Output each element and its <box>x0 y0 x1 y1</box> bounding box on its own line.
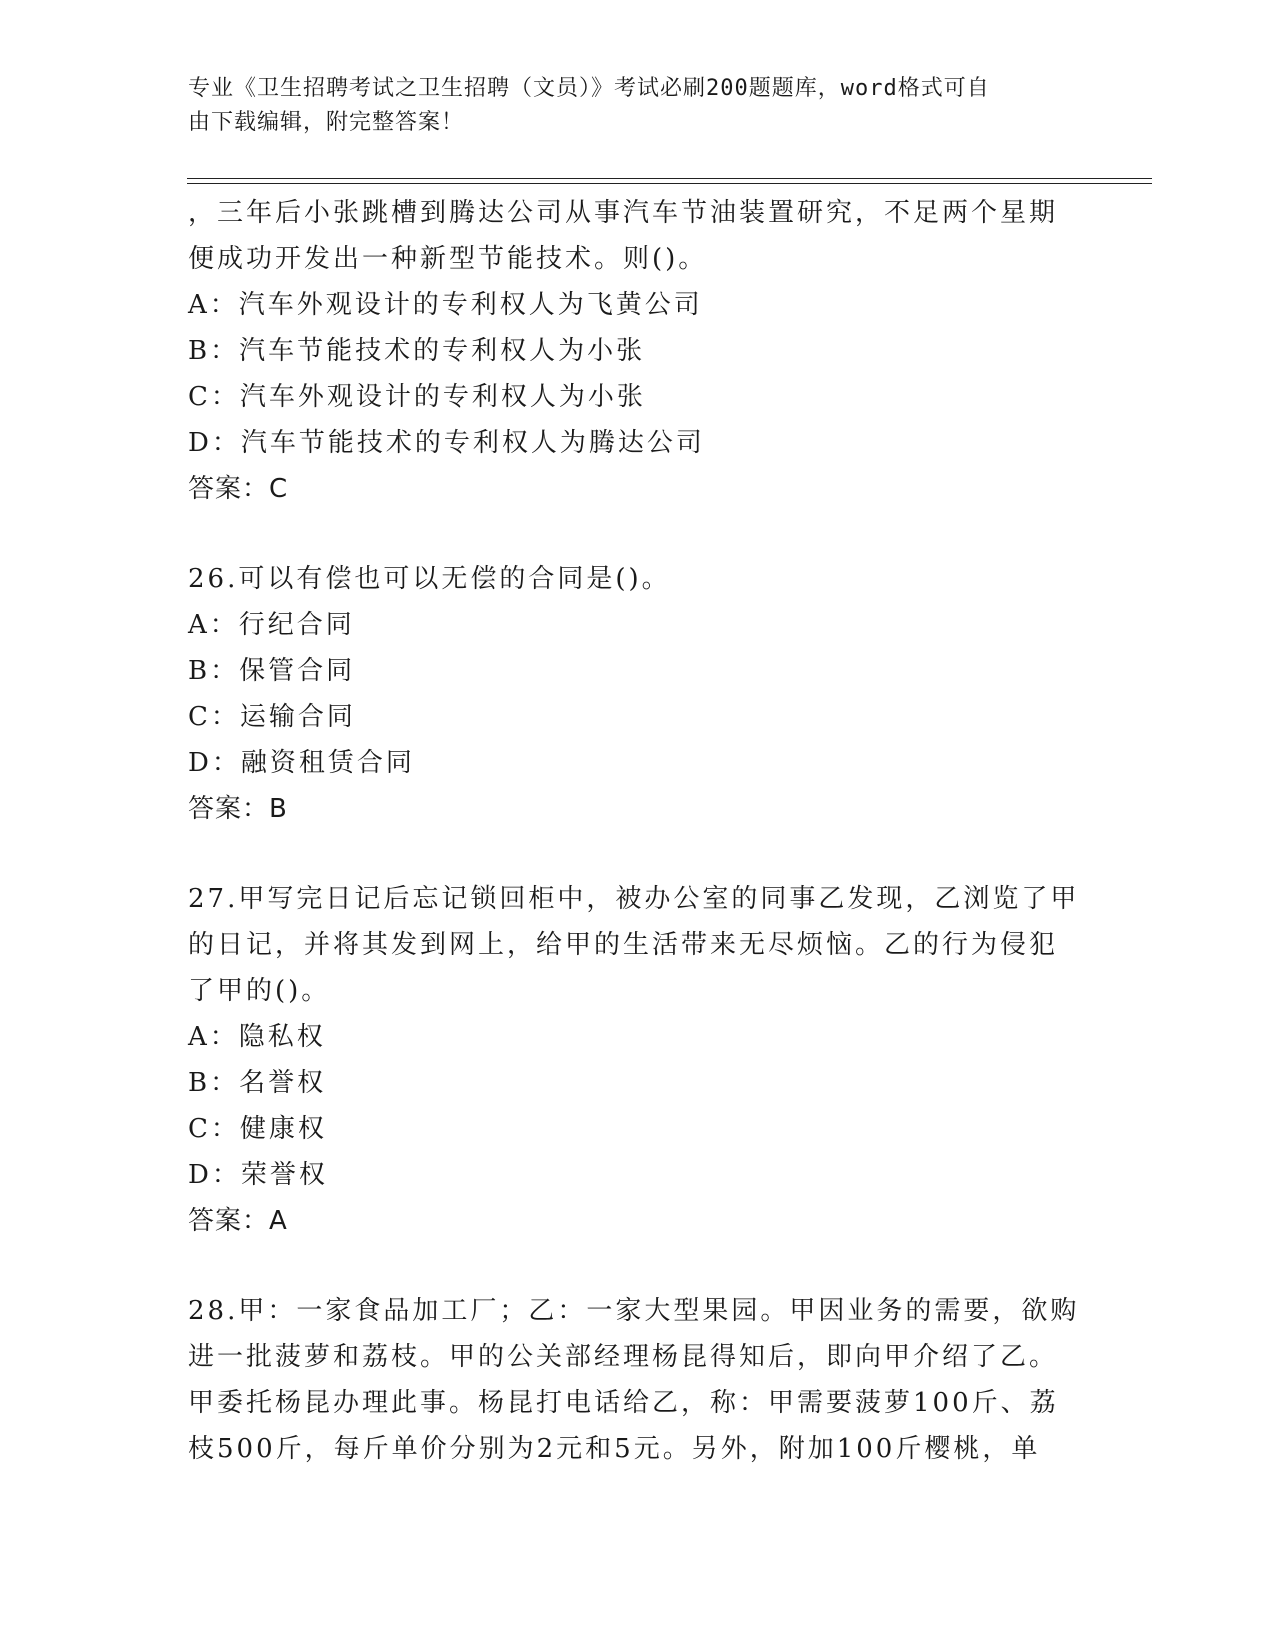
question-27 <box>188 876 1088 1244</box>
option-c: C：运输合同 <box>188 702 356 732</box>
option-d: D：荣誉权 <box>188 1160 328 1190</box>
question-text-line: 甲委托杨昆办理此事。杨昆打电话给乙，称：甲需要菠萝100斤、荔 <box>188 1388 1059 1418</box>
header-line-2: 由下载编辑，附完整答案！ <box>188 110 465 135</box>
answer-line: 答案：C <box>188 474 289 504</box>
option-d: D：汽车节能技术的专利权人为腾达公司 <box>188 428 705 458</box>
header-line-1: 专业《卫生招聘考试之卫生招聘（文员）》考试必刷200题题库，word格式可自 <box>188 76 990 101</box>
option-a: A：汽车外观设计的专利权人为飞黄公司 <box>188 290 703 320</box>
question-text-line: 便成功开发出一种新型节能技术。则()。 <box>188 244 708 274</box>
question-text-line: ，三年后小张跳槽到腾达公司从事汽车节油装置研究，不足两个星期 <box>188 198 1059 228</box>
question-text-line: 28.甲：一家食品加工厂；乙：一家大型果园。甲因业务的需要，欲购 <box>188 1296 1080 1326</box>
question-list <box>188 190 1088 1472</box>
option-b: B：名誉权 <box>188 1068 327 1098</box>
question-text-line: 26.可以有偿也可以无偿的合同是()。 <box>188 564 671 594</box>
answer-line: 答案：B <box>188 794 288 824</box>
header-divider-top <box>187 178 1152 179</box>
question-text-line: 枝500斤，每斤单价分别为2元和5元。另外，附加100斤樱桃，单 <box>188 1434 1041 1464</box>
option-a: A：隐私权 <box>188 1022 326 1052</box>
document-header <box>188 72 1068 140</box>
answer-line: 答案：A <box>188 1206 288 1236</box>
option-c: C：健康权 <box>188 1114 327 1144</box>
option-a: A：行纪合同 <box>188 610 355 640</box>
question-28 <box>188 1288 1088 1472</box>
question-26 <box>188 556 1088 832</box>
option-b: B：汽车节能技术的专利权人为小张 <box>188 336 646 366</box>
option-b: B：保管合同 <box>188 656 356 686</box>
option-c: C：汽车外观设计的专利权人为小张 <box>188 382 646 412</box>
question-25 <box>188 190 1088 512</box>
question-text-line: 的日记，并将其发到网上，给甲的生活带来无尽烦恼。乙的行为侵犯 <box>188 930 1059 960</box>
question-text-line: 进一批菠萝和荔枝。甲的公关部经理杨昆得知后，即向甲介绍了乙。 <box>188 1342 1059 1372</box>
header-divider-bottom <box>187 183 1152 184</box>
question-text-line: 了甲的()。 <box>188 976 331 1006</box>
question-text-line: 27.甲写完日记后忘记锁回柜中，被办公室的同事乙发现，乙浏览了甲 <box>188 884 1080 914</box>
option-d: D：融资租赁合同 <box>188 748 415 778</box>
